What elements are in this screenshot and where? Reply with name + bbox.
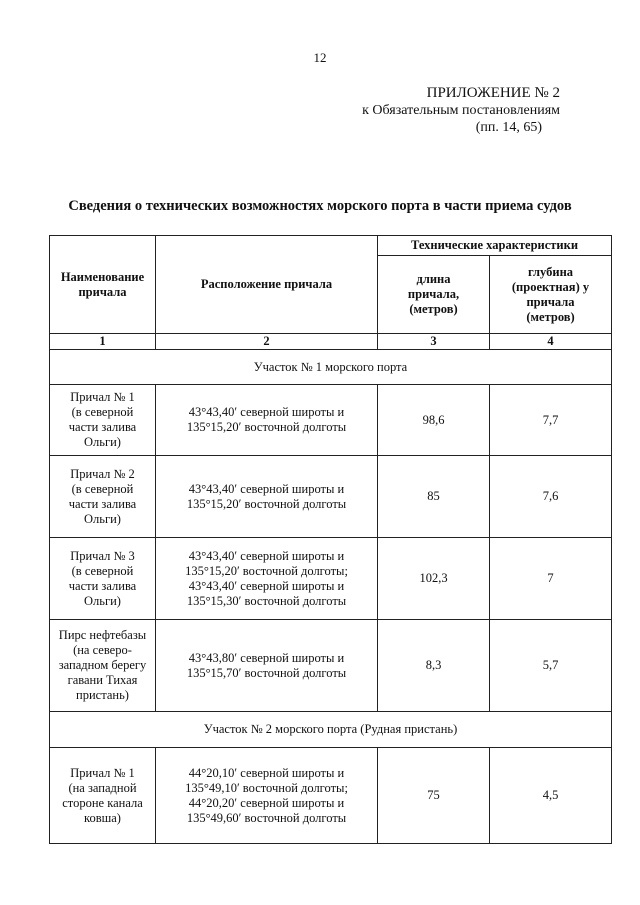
length-cell: 8,3 bbox=[378, 620, 490, 712]
length-cell: 85 bbox=[378, 456, 490, 538]
table-row bbox=[50, 620, 612, 712]
document-title: Сведения о технических возможностях морского порта в части приема судов bbox=[68, 198, 572, 214]
depth-cell: 7,6 bbox=[490, 456, 612, 538]
location-cell: 44°20,10′ северной широты и 135°49,10′ восточной долготы; 44°20,20′ северной широты и 135°49,60′ восточной долготы bbox=[156, 748, 378, 844]
berth-name-cell: Причал № 1 (в северной части залива Ольги) bbox=[50, 385, 156, 456]
column-number: 3 bbox=[378, 334, 490, 350]
berth-name-cell: Причал № 3 (в северной части залива Ольги) bbox=[50, 538, 156, 620]
location-cell: 43°43,40′ северной широты и 135°15,20′ восточной долготы bbox=[156, 385, 378, 456]
header-technical: Технические характеристики bbox=[378, 236, 612, 256]
table-row bbox=[50, 538, 612, 620]
header-depth: глубина (проектная) у причала (метров) bbox=[490, 256, 612, 334]
location-cell: 43°43,40′ северной широты и 135°15,20′ восточной долготы; 43°43,40′ северной широты и 135°15,30′ восточной долготы bbox=[156, 538, 378, 620]
depth-cell: 5,7 bbox=[490, 620, 612, 712]
table-row bbox=[50, 385, 612, 456]
section-title: Участок № 2 морского порта (Рудная пристань) bbox=[50, 712, 612, 748]
berth-name-cell: Пирс нефтебазы (на северо- западном берегу гавани Тихая пристань) bbox=[50, 620, 156, 712]
table-row bbox=[50, 456, 612, 538]
berth-name-cell: Причал № 2 (в северной части залива Ольги) bbox=[50, 456, 156, 538]
table-row bbox=[50, 748, 612, 844]
depth-cell: 7 bbox=[490, 538, 612, 620]
column-number: 4 bbox=[490, 334, 612, 350]
appendix-heading: ПРИЛОЖЕНИЕ № 2 bbox=[426, 85, 560, 101]
appendix-block bbox=[320, 85, 560, 136]
length-cell: 98,6 bbox=[378, 385, 490, 456]
column-number: 2 bbox=[156, 334, 378, 350]
berth-name-cell: Причал № 1 (на западной стороне канала ковша) bbox=[50, 748, 156, 844]
depth-cell: 4,5 bbox=[490, 748, 612, 844]
header-berth-name: Наименование причала bbox=[50, 236, 156, 334]
length-cell: 102,3 bbox=[378, 538, 490, 620]
location-cell: 43°43,80′ северной широты и 135°15,70′ восточной долготы bbox=[156, 620, 378, 712]
header-location: Расположение причала bbox=[156, 236, 378, 334]
column-number: 1 bbox=[50, 334, 156, 350]
section-title: Участок № 1 морского порта bbox=[50, 350, 612, 385]
page-number: 12 bbox=[313, 50, 327, 65]
header-length: длина причала, (метров) bbox=[378, 256, 490, 334]
appendix-subheading: к Обязательным постановлениям bbox=[362, 103, 560, 118]
location-cell: 43°43,40′ северной широты и 135°15,20′ восточной долготы bbox=[156, 456, 378, 538]
appendix-reference: (пп. 14, 65) bbox=[475, 120, 542, 135]
depth-cell: 7,7 bbox=[490, 385, 612, 456]
length-cell: 75 bbox=[378, 748, 490, 844]
berths-table bbox=[49, 235, 612, 844]
